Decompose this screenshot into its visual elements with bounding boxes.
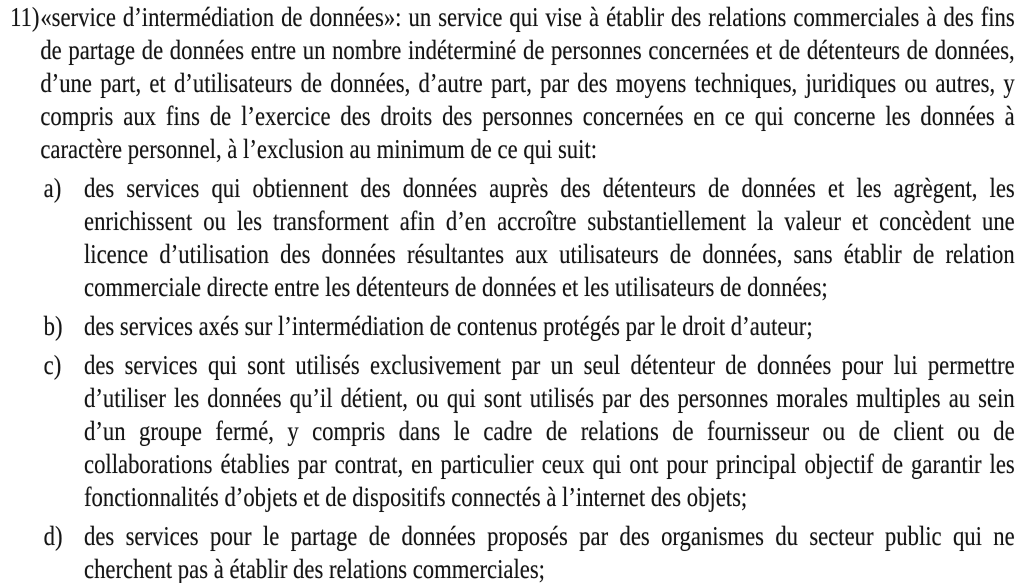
sub-item-d <box>0 520 1015 583</box>
text-line: caractère personnel, à l’exclusion au minimum de ce qui suit: <box>40 134 598 164</box>
text-line: des services pour le partage de données proposés par des organismes du secteur public qui ne <box>84 521 1015 551</box>
sub-item-body <box>84 172 1015 304</box>
sub-item-c <box>0 349 1015 514</box>
numbered-item-11 <box>0 1 1015 166</box>
item-number: 11) <box>10 2 40 32</box>
text-line: d’utiliser les données qu’il détient, ou qui sont utilisés par des personnes morales multiples au sein <box>84 383 1015 413</box>
text-line: d’une part, et d’utilisateurs de données, d’autre part, par des moyens techniques, juridiques ou autres, y <box>40 68 1015 98</box>
sub-item-a <box>0 172 1015 304</box>
sub-item-b <box>0 310 1015 343</box>
sub-item-label: d) <box>43 521 63 551</box>
text-line: compris aux fins de l’exercice des droits des personnes concernées en ce qui concerne les données à <box>40 101 1015 131</box>
sub-item-body <box>84 310 1015 343</box>
sub-item-body <box>84 349 1015 514</box>
text-line: de partage de données entre un nombre indéterminé de personnes concernées et de détenteurs de données, <box>40 35 1015 65</box>
text-line: des services axés sur l’intermédiation de contenus protégés par le droit d’auteur; <box>84 311 813 341</box>
text-line: «service d’intermédiation de données»: un service qui vise à établir des relations commerciales à des fins <box>40 2 1015 32</box>
text-line: des services qui sont utilisés exclusivement par un seul détenteur de données pour lui permettre <box>84 350 1015 380</box>
text-line: d’un groupe fermé, y compris dans le cadre de relations de fournisseur ou de client ou de <box>84 416 1015 446</box>
sub-item-label: b) <box>43 311 63 341</box>
item-body <box>40 1 1014 166</box>
text-line: des services qui obtiennent des données auprès des détenteurs de données et les agrègent, les <box>84 173 1015 203</box>
text-line: licence d’utilisation des données résultantes aux utilisateurs de données, sans établir de relation <box>84 239 1015 269</box>
text-line: fonctionnalités d’objets et de dispositifs connectés à l’internet des objets; <box>84 482 748 512</box>
text-line: cherchent pas à établir des relations commerciales; <box>84 554 545 583</box>
text-line: enrichissent ou les transforment afin d’en accroître substantiellement la valeur et concèdent une <box>84 206 1015 236</box>
sub-item-label: a) <box>43 173 62 203</box>
sub-item-label: c) <box>43 350 62 380</box>
text-line: collaborations établies par contrat, en particulier ceux qui ont pour principal objectif de garantir les <box>84 449 1015 479</box>
text-line: commerciale directe entre les détenteurs de données et les utilisateurs de données; <box>84 272 828 302</box>
sub-item-body <box>84 520 1015 583</box>
